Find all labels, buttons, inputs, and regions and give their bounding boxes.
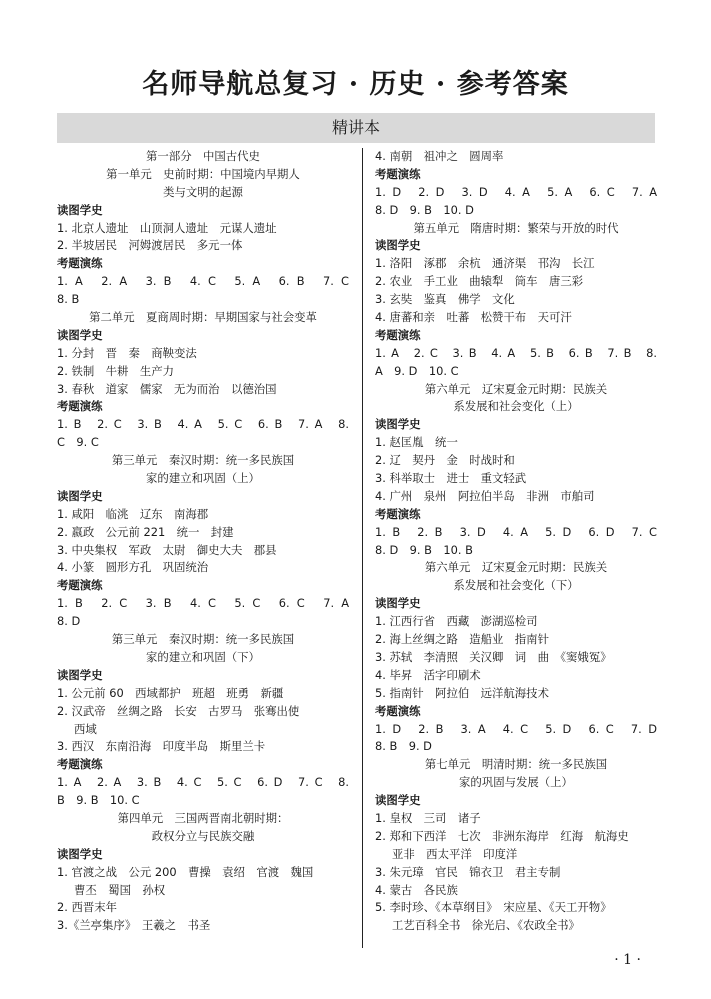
answer-line: 西域 xyxy=(74,721,97,736)
subsection-label: 考题演练 xyxy=(375,166,421,181)
unit-heading: 第三单元 秦汉时期：统一多民族国 xyxy=(111,453,295,468)
subsection-label: 考题演练 xyxy=(57,399,103,414)
answer-line: 2. 郑和下西洋 七次 非洲东海岸 红海 航海史 xyxy=(375,828,629,843)
answer-line: 2. 西晋末年 xyxy=(57,900,118,915)
answer-line: 2. 半坡居民 河姆渡居民 多元一体 xyxy=(57,238,243,253)
answer-line: 8. B 9. D xyxy=(375,739,432,754)
subsection-label: 读图学史 xyxy=(57,846,103,861)
answer-line: 2. 辽 契丹 金 时战时和 xyxy=(375,453,515,468)
answer-line: 1. B 2. C 3. B 4. C 5. C 6. C 7. A xyxy=(57,596,349,611)
unit-heading: 系发展和社会变化（上） xyxy=(453,399,579,414)
answer-line: 3. 中央集权 军政 太尉 御史大夫 郡县 xyxy=(57,542,277,557)
answer-line: 1. 北京人遗址 山顶洞人遗址 元谋人遗址 xyxy=(57,220,277,235)
answer-line: 1. B 2. B 3. D 4. A 5. D 6. D 7. C xyxy=(375,524,657,539)
answer-line: 4. 小篆 圆形方孔 巩固统治 xyxy=(57,560,209,575)
unit-heading: 系发展和社会变化（下） xyxy=(453,578,579,593)
page-number: · 1 · xyxy=(614,952,641,968)
answer-line: 亚非 西太平洋 印度洋 xyxy=(392,846,518,861)
answer-line: 5. 李时珍、《本草纲目》 宋应星、《天工开物》 xyxy=(375,900,612,915)
answer-line: 4. 广州 泉州 阿拉伯半岛 非洲 市舶司 xyxy=(375,488,595,503)
answer-line: 1. 公元前 60 西域都护 班超 班勇 新疆 xyxy=(57,685,284,700)
answer-line: C 9. C xyxy=(57,435,99,450)
answer-line: A 9. D 10. C xyxy=(375,363,459,378)
answer-line: 工艺百科全书 徐光启、《农政全书》 xyxy=(392,918,580,933)
subsection-label: 考题演练 xyxy=(375,506,421,521)
answer-line: 8. D 9. B 10. D xyxy=(375,202,474,217)
answer-line: 2. 铁制 牛耕 生产力 xyxy=(57,363,175,378)
unit-heading: 第三单元 秦汉时期：统一多民族国 xyxy=(111,632,295,647)
unit-heading: 政权分立与民族交融 xyxy=(151,828,255,843)
unit-heading: 第二单元 夏商周时期：早期国家与社会变革 xyxy=(89,310,317,325)
answer-line: 1. 官渡之战 公元 200 曹操 袁绍 官渡 魏国 xyxy=(57,864,314,879)
unit-heading: 家的巩固与发展（上） xyxy=(459,775,573,790)
subsection-label: 考题演练 xyxy=(375,327,421,342)
answer-line: 1. 咸阳 临洮 辽东 南海郡 xyxy=(57,506,209,521)
unit-heading: 第四单元 三国两晋南北朝时期： xyxy=(117,810,289,825)
answer-line: 8. B xyxy=(57,292,80,307)
answer-line: 5. 指南针 阿拉伯 远洋航海技术 xyxy=(375,685,549,700)
unit-heading: 第七单元 明清时期：统一多民族国 xyxy=(424,757,608,772)
answer-line: 4. 毕昇 活字印刷术 xyxy=(375,667,481,682)
subsection-label: 读图学史 xyxy=(57,667,103,682)
answer-line: 3. 春秋 道家 儒家 无为而治 以德治国 xyxy=(57,381,277,396)
answer-line: 1. A 2. A 3. B 4. C 5. C 6. D 7. C 8. xyxy=(57,775,349,790)
answer-line: 2. 农业 手工业 曲辕犁 筒车 唐三彩 xyxy=(375,274,584,289)
answer-line: B 9. B 10. C xyxy=(57,793,140,808)
answer-line: 3. 科举取士 进士 重文轻武 xyxy=(375,471,527,486)
answer-line: 1. 洛阳 涿郡 余杭 通济渠 邗沟 长江 xyxy=(375,256,595,271)
answer-line: 8. D 9. B 10. B xyxy=(375,542,473,557)
subsection-label: 读图学史 xyxy=(57,327,103,342)
answer-line: 1. A 2. A 3. B 4. C 5. A 6. B 7. C xyxy=(57,274,349,289)
unit-heading: 家的建立和巩固（上） xyxy=(146,471,260,486)
answer-line: 2. 海上丝绸之路 造船业 指南针 xyxy=(375,632,549,647)
answer-line: 3. 玄奘 鉴真 佛学 文化 xyxy=(375,292,515,307)
answer-line: 1. A 2. C 3. B 4. A 5. B 6. B 7. B 8. xyxy=(375,345,657,360)
answer-line: 4. 唐蕃和亲 吐蕃 松赞干布 天可汗 xyxy=(375,310,572,325)
subsection-label: 考题演练 xyxy=(375,703,421,718)
subsection-label: 读图学史 xyxy=(57,488,103,503)
document-title: 名师导航总复习 · 历史 · 参考答案 xyxy=(142,69,569,100)
answer-line: 1. B 2. C 3. B 4. A 5. C 6. B 7. A 8. xyxy=(57,417,349,432)
subsection-label: 读图学史 xyxy=(375,417,421,432)
subsection-label: 读图学史 xyxy=(57,202,103,217)
answer-line: 4. 南朝 祖冲之 圆周率 xyxy=(375,149,504,163)
unit-heading: 第五单元 隋唐时期：繁荣与开放的时代 xyxy=(413,220,619,235)
left-column xyxy=(57,148,349,935)
answer-line: 1. 赵匡胤 统一 xyxy=(375,435,458,450)
answer-line: 8. D xyxy=(57,614,81,629)
subsection-label: 读图学史 xyxy=(375,238,421,253)
column-divider xyxy=(362,148,363,948)
answer-line: 3.《兰亭集序》 王羲之 书圣 xyxy=(57,918,211,933)
answer-line: 3. 西汉 东南沿海 印度半岛 斯里兰卡 xyxy=(57,739,266,754)
answer-line: 1. 皇权 三司 诸子 xyxy=(375,810,481,825)
subsection-label: 读图学史 xyxy=(375,596,421,611)
answer-line: 1. D 2. D 3. D 4. A 5. A 6. C 7. A xyxy=(375,184,657,199)
unit-heading: 第六单元 辽宋夏金元时期：民族关 xyxy=(424,381,608,396)
subsection-label: 读图学史 xyxy=(375,793,421,808)
answer-line: 1. 分封 晋 秦 商鞅变法 xyxy=(57,345,197,360)
subsection-label: 考题演练 xyxy=(57,256,103,271)
subsection-label: 考题演练 xyxy=(57,757,103,772)
answer-line: 1. 江西行省 西藏 澎湖巡检司 xyxy=(375,614,538,629)
subsection-label: 考题演练 xyxy=(57,578,103,593)
answer-line: 4. 蒙古 各民族 xyxy=(375,882,458,897)
answer-line: 1. D 2. B 3. A 4. C 5. D 6. C 7. D xyxy=(375,721,657,736)
unit-heading: 第一部分 中国古代史 xyxy=(146,149,260,163)
unit-heading: 家的建立和巩固（下） xyxy=(146,649,260,664)
answer-line: 2. 嬴政 公元前 221 统一 封建 xyxy=(57,524,234,539)
answer-line: 2. 汉武帝 丝绸之路 长安 古罗马 张骞出使 xyxy=(57,703,300,718)
answer-line: 3. 朱元璋 官民 锦衣卫 君主专制 xyxy=(375,864,561,879)
answer-line: 3. 苏轼 李清照 关汉卿 词 曲 《窦娥冤》 xyxy=(375,649,612,664)
section-band: 精讲本 xyxy=(57,113,655,143)
unit-heading: 第一单元 史前时期：中国境内早期人 xyxy=(106,166,300,181)
answer-line: 曹丕 蜀国 孙权 xyxy=(74,882,166,897)
unit-heading: 第六单元 辽宋夏金元时期：民族关 xyxy=(424,560,608,575)
right-column xyxy=(375,148,657,935)
unit-heading: 类与文明的起源 xyxy=(163,184,243,199)
